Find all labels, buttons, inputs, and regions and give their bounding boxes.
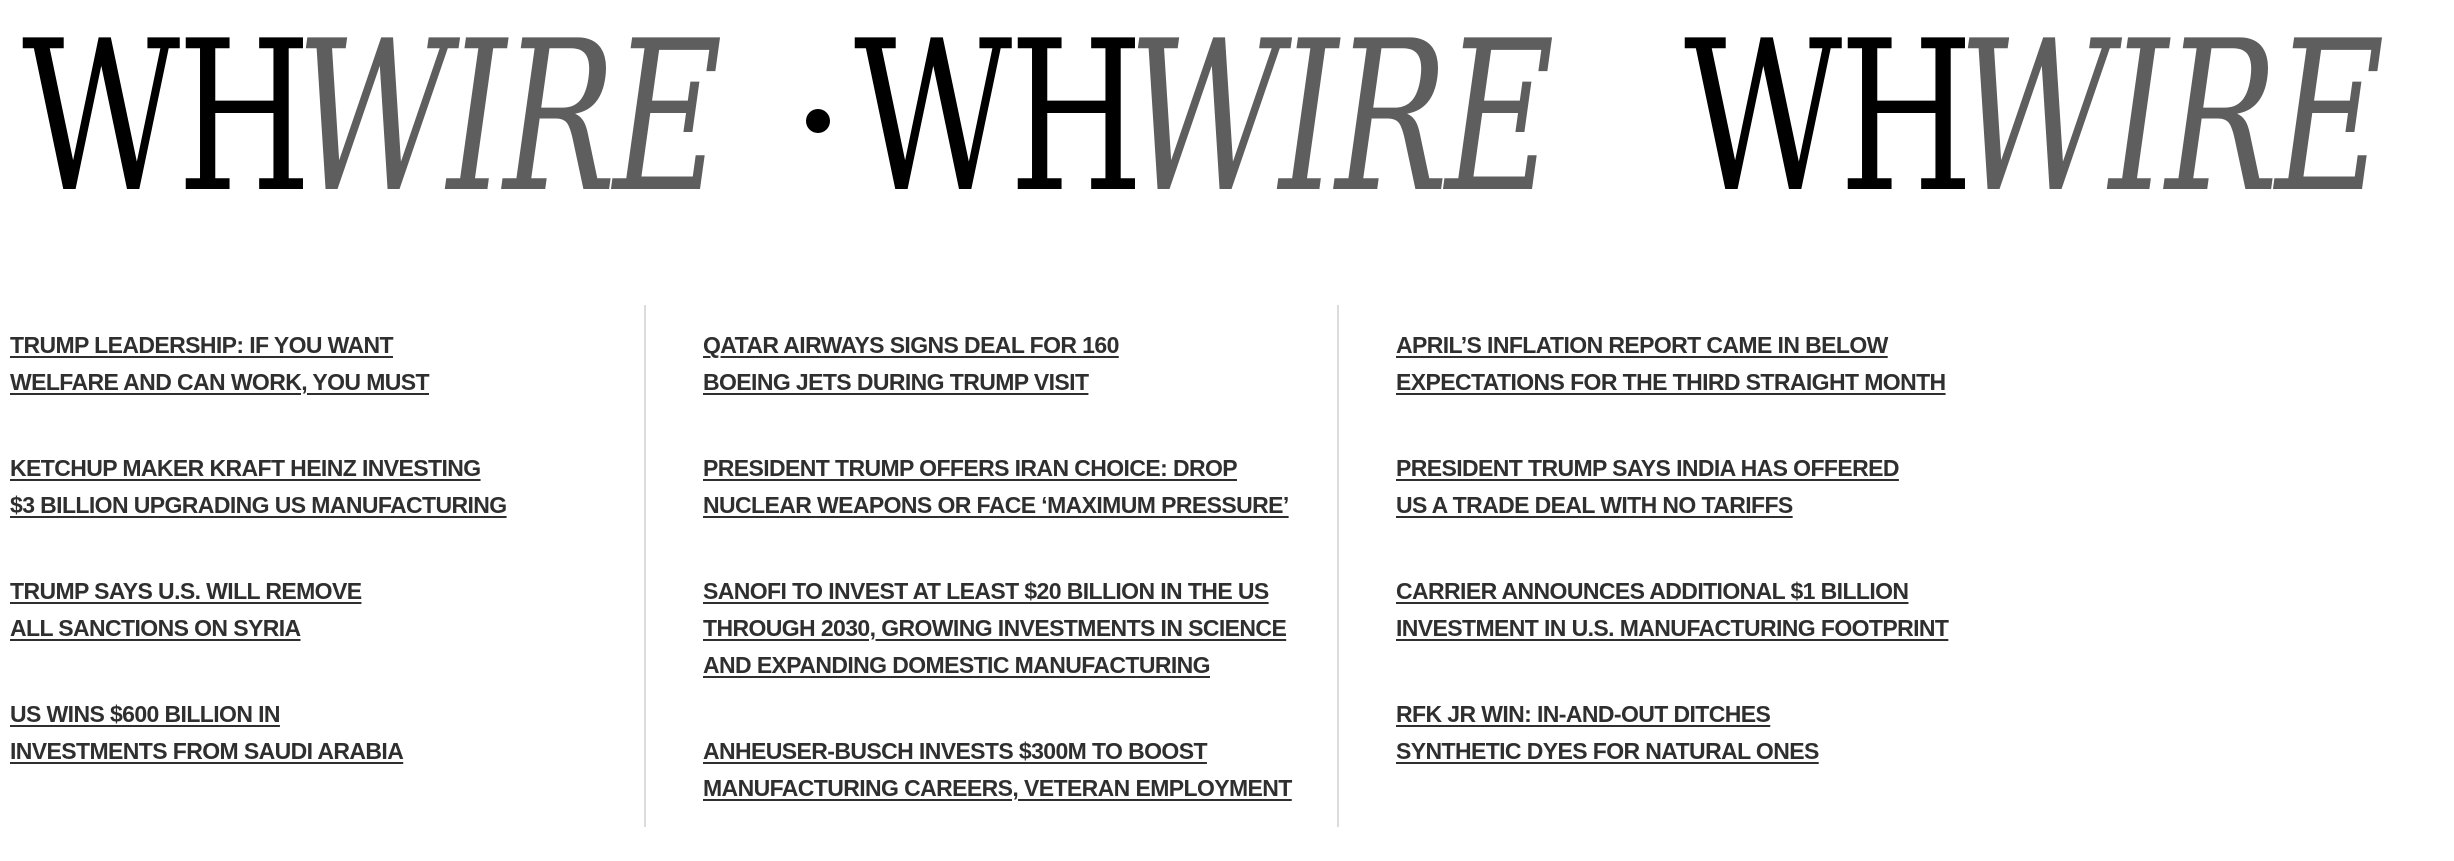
headline-columns [0, 305, 2000, 827]
headline-line: RFK JR WIN: IN-AND-OUT DITCHES [1396, 701, 1771, 727]
headline-line: US A TRADE DEAL WITH NO TARIFFS [1396, 492, 1793, 518]
headline-line: SANOFI TO INVEST AT LEAST $20 BILLION IN THE US [703, 578, 1269, 604]
dot-icon [806, 109, 830, 133]
wh-wire-masthead[interactable] [0, 0, 2382, 239]
headline-link[interactable] [1396, 327, 2000, 401]
headline-line: MANUFACTURING CAREERS, VETERAN EMPLOYMENT [703, 775, 1292, 801]
masthead-track [22, 0, 2454, 239]
headline-line: THROUGH 2030, GROWING INVESTMENTS IN SCIENCE [703, 615, 1287, 641]
headline-line: ALL SANCTIONS ON SYRIA [10, 615, 301, 641]
masthead-wire: WIRE [1128, 0, 1552, 239]
headline-line: KETCHUP MAKER KRAFT HEINZ INVESTING [10, 455, 481, 481]
headline-line: WELFARE AND CAN WORK, YOU MUST [10, 369, 429, 395]
headline-line: ANHEUSER-BUSCH INVESTS $300M TO BOOST [703, 738, 1207, 764]
column-divider [644, 305, 646, 827]
headline-line: APRIL’S INFLATION REPORT CAME IN BELOW [1396, 332, 1888, 358]
masthead-wire: WIRE [296, 0, 720, 239]
headline-line: EXPECTATIONS FOR THE THIRD STRAIGHT MONTH [1396, 369, 1946, 395]
headline-link[interactable] [703, 733, 1331, 807]
headline-link[interactable] [10, 450, 630, 524]
headline-line: NUCLEAR WEAPONS OR FACE ‘MAXIMUM PRESSURE’ [703, 492, 1289, 518]
headline-link[interactable] [703, 327, 1331, 401]
headline-line: US WINS $600 BILLION IN [10, 701, 280, 727]
headline-column-1 [10, 305, 630, 827]
headline-line: PRESIDENT TRUMP SAYS INDIA HAS OFFERED [1396, 455, 1899, 481]
column-divider [1337, 305, 1339, 827]
headline-column-3 [1396, 305, 2000, 827]
headline-link[interactable] [1396, 573, 2000, 647]
headline-line: TRUMP SAYS U.S. WILL REMOVE [10, 578, 362, 604]
headline-line: $3 BILLION UPGRADING US MANUFACTURING [10, 492, 507, 518]
headline-line: TRUMP LEADERSHIP: IF YOU WANT [10, 332, 393, 358]
headline-line: QATAR AIRWAYS SIGNS DEAL FOR 160 [703, 332, 1119, 358]
masthead-wh: WH [1684, 0, 1971, 239]
masthead-separator-dot [792, 14, 854, 222]
headline-line: SYNTHETIC DYES FOR NATURAL ONES [1396, 738, 1819, 764]
headline-line: INVESTMENT IN U.S. MANUFACTURING FOOTPRINT [1396, 615, 1949, 641]
headline-line: CARRIER ANNOUNCES ADDITIONAL $1 BILLION [1396, 578, 1909, 604]
headline-line: AND EXPANDING DOMESTIC MANUFACTURING [703, 652, 1210, 678]
headline-link[interactable] [10, 696, 630, 770]
headline-line: INVESTMENTS FROM SAUDI ARABIA [10, 738, 404, 764]
headline-link[interactable] [1396, 696, 2000, 770]
masthead-wh: WH [22, 0, 309, 239]
headline-column-2 [703, 305, 1331, 827]
headline-link[interactable] [703, 450, 1331, 524]
headline-line: PRESIDENT TRUMP OFFERS IRAN CHOICE: DROP [703, 455, 1237, 481]
headline-link[interactable] [1396, 450, 2000, 524]
masthead-wire: WIRE [1958, 0, 2382, 239]
headline-link[interactable] [10, 573, 630, 647]
headline-line: BOEING JETS DURING TRUMP VISIT [703, 369, 1089, 395]
headline-link[interactable] [10, 327, 630, 401]
headline-link[interactable] [703, 573, 1331, 684]
masthead-wh: WH [854, 0, 1141, 239]
